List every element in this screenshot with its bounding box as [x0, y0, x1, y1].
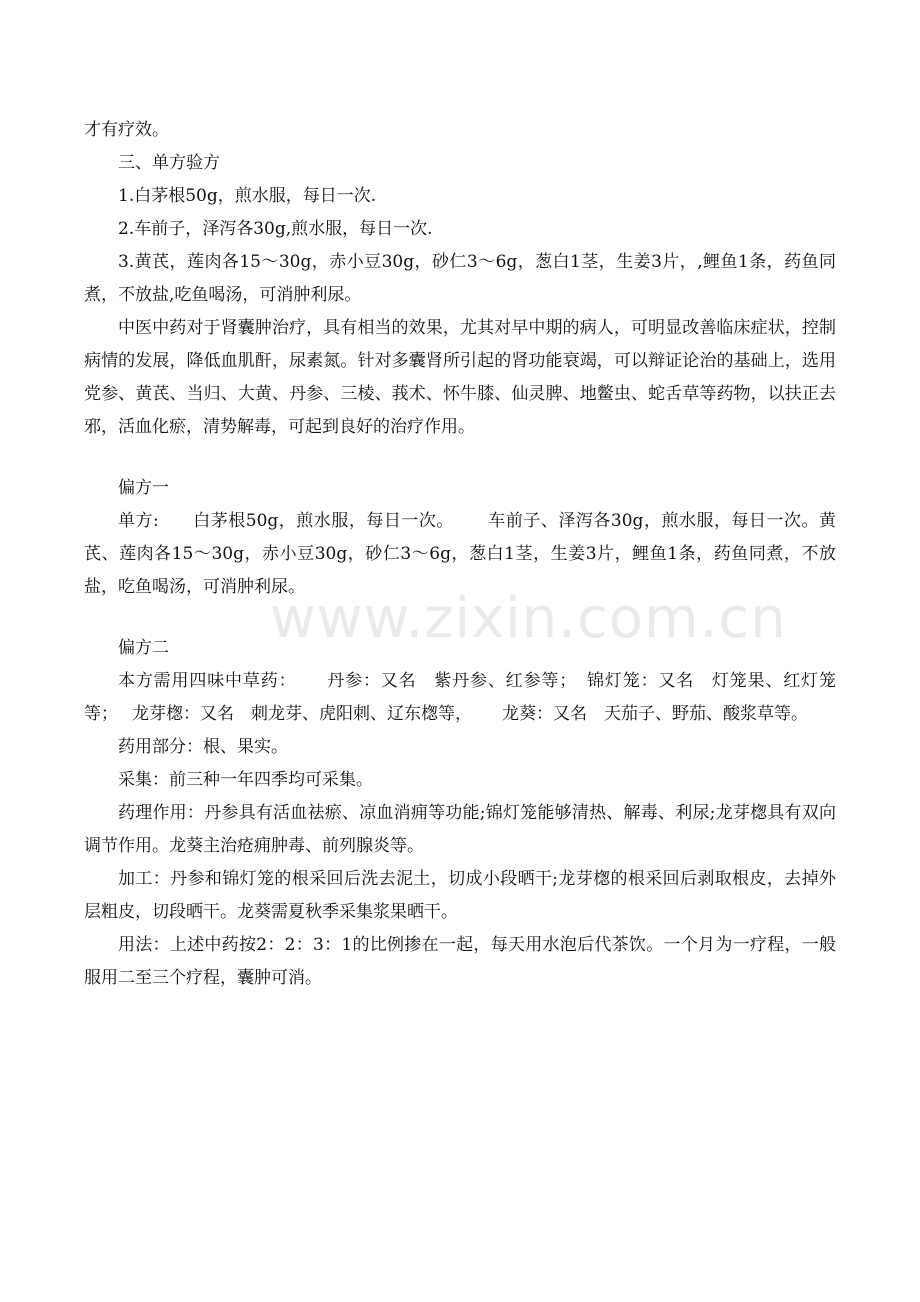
herb-3: 龙芽楤：又名 刺龙芽、虎阳刺、辽东楤等， [132, 704, 472, 724]
recipe-1-part-a: 白茅根50g，煎水服，每日一次。 [192, 511, 454, 531]
section-heading: 三、单方验方 [118, 153, 220, 173]
recipe-2-title: 偏方二 [118, 638, 169, 658]
remedy-1: 1.白茅根50g，煎水服，每日一次. [118, 186, 377, 206]
spacer [84, 604, 836, 632]
recipe-2-herbs [84, 665, 836, 731]
recipe-1-part-c: 黄芪、莲肉各15～30g，赤小豆30g，砂仁3～6g，葱白1茎，生姜3片，鲤鱼1条，药鱼同煮，不放盐，吃鱼喝汤，可消肿利尿。 [84, 511, 837, 597]
herb-1: 丹参：又名 紫丹参、红参等； [326, 671, 577, 691]
document-body [84, 114, 836, 995]
recipe-1-part-b: 车前子、泽泻各30g，煎水服，每日一次。 [487, 511, 820, 531]
recipe-1-title: 偏方一 [118, 478, 169, 498]
text-line-continuation: 才有疗效。 [84, 120, 169, 140]
herb-2: 锦灯笼：又名 灯笼果、红灯笼等； [84, 671, 837, 724]
remedy-2: 2.车前子，泽泻各30g,煎水服，每日一次. [118, 219, 433, 239]
herb-4: 龙葵：又名 天茄子、野茄、酸浆草等。 [502, 704, 808, 724]
usage: 用法：上述中药按2：2：3：1的比例掺在一起，每天用水泡后代茶饮。一个月为一疗程，一般服用二至三个疗程，囊肿可消。 [84, 935, 836, 988]
paragraph-tcm-treatment: 中医中药对于肾囊肿治疗，具有相当的效果，尤其对早中期的病人，可明显改善临床症状，控制病情的发展，降低血肌酐，尿素氮。针对多囊肾所引起的肾功能衰竭，可以辩证论治的基础上，选用党参、黄芪、当归、大黄、丹参、三棱、莪术、怀牛膝、仙灵脾、地鳖虫、蛇舌草等药物，以扶正去邪，活血化瘀，清势解毒，可起到良好的治疗作用。 [84, 318, 836, 437]
recipe-1-body [84, 505, 836, 604]
recipe-2-intro: 本方需用四味中草药： [118, 671, 297, 691]
parts-used: 药用部分：根、果实。 [118, 737, 288, 757]
remedy-3: 3.黄芪，莲肉各15～30g，赤小豆30g，砂仁3～6g，葱白1茎，生姜3片，,鲤鱼1条，药鱼同煮，不放盐,吃鱼喝汤，可消肿利尿。 [84, 252, 836, 305]
processing: 加工：丹参和锦灯笼的根采回后洗去泥土，切成小段晒干;龙芽楤的根采回后剥取根皮，去掉外层粗皮，切段晒干。龙葵需夏秋季采集浆果晒干。 [84, 869, 836, 922]
pharmacology: 药理作用：丹参具有活血祛瘀、凉血消痈等功能;锦灯笼能够清热、解毒、利尿;龙芽楤具有双向调节作用。龙葵主治疮痈肿毒、前列腺炎等。 [84, 803, 836, 856]
watermark: www.zixin.com.cn [270, 586, 787, 651]
spacer [84, 444, 836, 472]
recipe-1-label: 单方: [118, 511, 159, 531]
harvest: 采集：前三种一年四季均可采集。 [118, 770, 373, 790]
